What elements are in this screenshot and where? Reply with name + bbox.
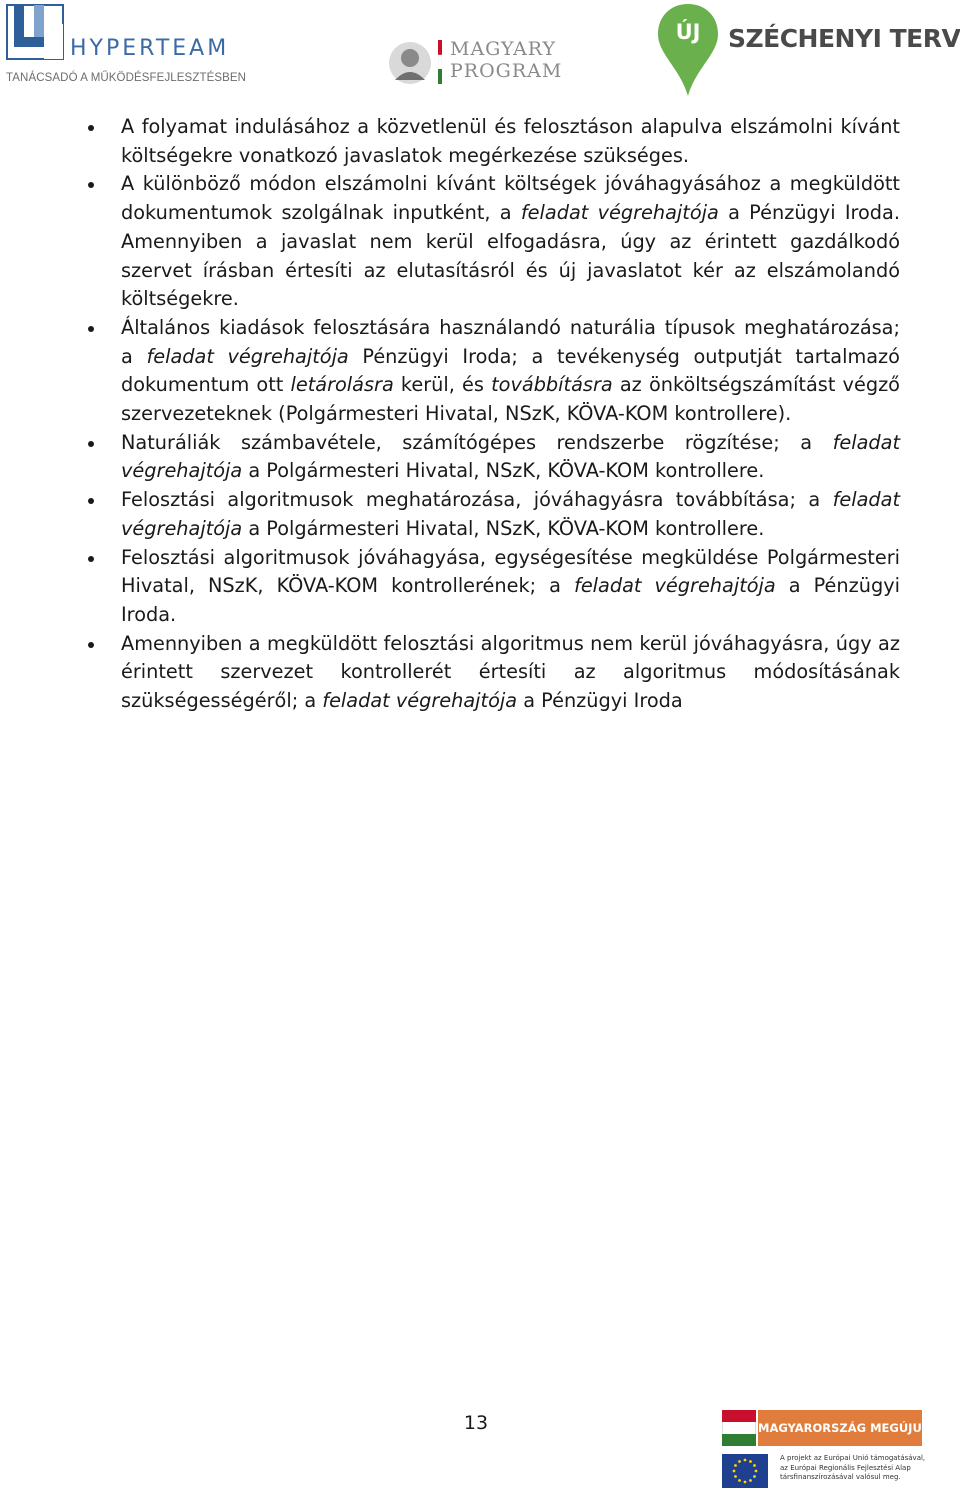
emphasis-text: feladat végrehajtója	[121, 488, 900, 540]
list-item	[84, 429, 900, 486]
bullet-list	[84, 113, 900, 716]
magyary-line1: MAGYARY	[450, 38, 557, 60]
bullet-dot-icon	[88, 556, 94, 562]
document-body	[84, 113, 900, 716]
list-item-text: Általános kiadások felosztására használandó naturália típusok meghatározása; a	[121, 315, 900, 368]
list-item-text: Felosztási algoritmusok meghatározása, jóváhagyásra továbbítása; a	[121, 488, 833, 512]
list-item-text: A folyamat indulásához a közvetlenül és felosztáson alapulva elszámolni kívánt költségekre vonatkozó javaslatok megérkezése szükséges.	[121, 115, 900, 167]
list-item	[84, 544, 900, 630]
list-item	[84, 486, 900, 543]
list-item-text: a Pénzügyi Iroda	[517, 689, 683, 713]
hyperteam-tagline: TANÁCSADÓ A MŰKÖDÉSFEJLESZTÉSBEN	[6, 72, 247, 84]
bullet-dot-icon	[88, 441, 94, 447]
list-item-text: a Pénzügyi Iroda.	[121, 574, 900, 626]
flag-stripe-icon	[438, 40, 442, 84]
hyperteam-logo	[6, 4, 247, 92]
list-item-text: az önköltségszámítást végző szervezeteknek (Polgármesteri Hivatal, NSzK, KÖVA-KOM kontrollere).	[121, 373, 900, 426]
eu-flag-icon	[722, 1454, 768, 1488]
szechenyi-terv-name: SZÉCHENYI TERV	[728, 24, 960, 53]
portrait-icon	[388, 40, 432, 86]
bullet-dot-icon	[88, 182, 94, 188]
magyarorszag-megujul-banner	[722, 1410, 930, 1446]
hyperteam-mark-icon	[6, 4, 64, 60]
list-item-text: a Polgármesteri Hivatal, NSzK, KÖVA-KOM kontrollere.	[242, 516, 765, 540]
list-item-text: Naturáliák számbavétele, számítógépes rendszerbe rögzítése; a	[121, 430, 833, 454]
eu-text-line1: A projekt az Európai Unió támogatásával,	[780, 1454, 926, 1462]
bullet-dot-icon	[88, 125, 94, 131]
emphasis-text: feladat végrehajtója	[574, 574, 776, 598]
list-item	[84, 630, 900, 716]
uj-szechenyi-terv-logo	[656, 2, 960, 102]
bullet-dot-icon	[88, 642, 94, 648]
emphasis-text: feladat végrehajtója	[146, 344, 349, 368]
magyary-line2: PROGRAM	[450, 60, 563, 82]
bullet-dot-icon	[88, 326, 94, 332]
emphasis-text: letárolásra	[290, 373, 394, 397]
list-item	[84, 170, 900, 314]
list-item-text: Pénzügyi Iroda; a tevékenység outputját tartalmazó dokumentum ott	[121, 344, 900, 397]
list-item-text: a Polgármesteri Hivatal, NSzK, KÖVA-KOM kontrollere.	[242, 459, 765, 483]
uj-badge: ÚJ	[675, 20, 701, 44]
list-item	[84, 314, 900, 429]
list-item-text: Amennyiben a megküldött felosztási algoritmus nem kerül jóváhagyásra, úgy az érintett szervezet kontrollerét értesíti az algoritmus módosításának szükségességéről; a	[121, 631, 900, 713]
page-number: 13	[463, 1412, 489, 1434]
hungarian-flag-icon	[722, 1410, 756, 1446]
emphasis-text: továbbításra	[491, 373, 613, 397]
list-item-text: Felosztási algoritmusok jóváhagyása, egységesítése megküldése Polgármesteri Hivatal, NSzK, KÖVA-KOM kontrollerének; a	[121, 545, 900, 598]
eu-text-line3: társfinanszírozásával valósul meg.	[780, 1473, 901, 1481]
hyperteam-name: HYPERTEAM	[70, 36, 230, 61]
list-item	[84, 113, 900, 170]
bullet-dot-icon	[88, 498, 94, 504]
emphasis-text: feladat végrehajtója	[520, 201, 719, 225]
list-item-text: A különböző módon elszámolni kívánt költségek jóváhagyásához a megküldött dokumentumok szolgálnak inputként, a	[121, 172, 900, 225]
eu-funding-notice	[722, 1452, 954, 1492]
list-item-text: a Pénzügyi Iroda. Amennyiben a javaslat nem kerül elfogadásra, úgy az érintett gazdálkodó szervet írásban értesíti az elutasításról és új javaslatot kér az elszámolandó költségekre.	[121, 201, 900, 311]
banner-text: MAGYARORSZÁG MEGÚJUL	[758, 1410, 922, 1446]
eu-text-line2: az Európai Regionális Fejlesztési Alap	[780, 1463, 911, 1472]
map-pin-icon	[656, 2, 720, 98]
emphasis-text: feladat végrehajtója	[322, 689, 518, 713]
list-item-text: kerül, és	[393, 373, 492, 397]
magyary-program-logo	[388, 38, 563, 90]
emphasis-text: feladat végrehajtója	[121, 430, 900, 483]
